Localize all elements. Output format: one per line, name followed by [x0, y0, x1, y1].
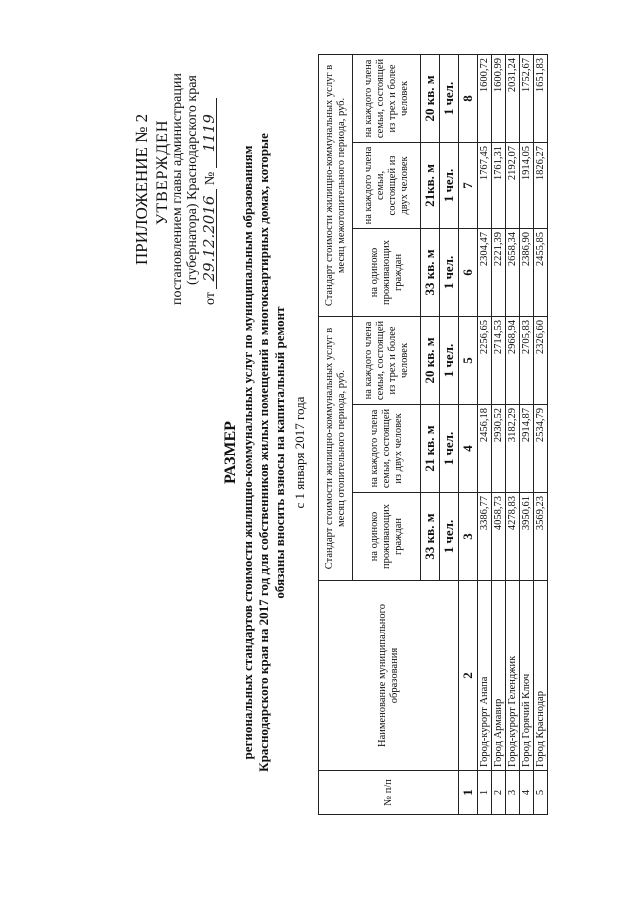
decree-date-number	[202, 98, 219, 305]
value-cell: 2455,85	[534, 228, 548, 316]
value-cell: 2914,87	[520, 405, 534, 493]
value-cell: 1600,99	[492, 54, 506, 142]
number-prefix: №	[203, 171, 218, 186]
value-cell: 2968,94	[506, 316, 520, 404]
table-row	[534, 54, 548, 814]
handwritten-number: 1119	[202, 98, 217, 168]
column-number: 2	[459, 581, 478, 771]
column-number: 6	[459, 228, 478, 316]
value-cell: 2031,24	[506, 54, 520, 142]
title-line-1: региональных стандартов стоимости жилищно-коммунальных услуг по муниципальным образованиям	[240, 145, 255, 760]
column-number: 4	[459, 405, 478, 493]
row-number: 2	[492, 771, 506, 815]
area-cell: 20 кв. м	[421, 54, 440, 142]
value-cell: 2386,90	[520, 228, 534, 316]
value-cell: 3386,77	[478, 493, 492, 581]
value-cell: 2705,83	[520, 316, 534, 404]
area-cell: 33 кв. м	[421, 228, 440, 316]
value-cell: 3182,29	[506, 405, 520, 493]
value-cell: 1752,67	[520, 54, 534, 142]
standards-table	[318, 54, 548, 815]
value-cell: 2456,18	[478, 405, 492, 493]
person-cell: 1 чел.	[440, 54, 459, 142]
value-cell: 2534,79	[534, 405, 548, 493]
header-three-heating: на каждого члена семьи, состоящей из трех и более человек	[353, 316, 421, 404]
row-number: 3	[506, 771, 520, 815]
person-cell: 1 чел.	[440, 316, 459, 404]
municipality-name: Город Горячий Ключ	[520, 581, 534, 771]
column-number: 8	[459, 54, 478, 142]
person-cell: 1 чел.	[440, 228, 459, 316]
header-heating-period: Стандарт стоимости жилищно-коммунальных услуг в месяц отопительного периода, руб.	[319, 316, 353, 580]
value-cell: 2304,47	[478, 228, 492, 316]
value-cell: 4278,83	[506, 493, 520, 581]
table-row	[520, 54, 534, 814]
value-cell: 2256,65	[478, 316, 492, 404]
header-municipality: Наименование муниципального образования	[319, 581, 459, 771]
column-number: 7	[459, 142, 478, 228]
value-cell: 2192,07	[506, 142, 520, 228]
municipality-name: Город-курорт Геленджик	[506, 581, 520, 771]
person-cell: 1 чел.	[440, 493, 459, 581]
table-row	[492, 54, 506, 814]
value-cell: 1651,83	[534, 54, 548, 142]
header-number: № п/п	[319, 771, 459, 815]
value-cell: 1914,05	[520, 142, 534, 228]
person-cell: 1 чел.	[440, 405, 459, 493]
value-cell: 3569,23	[534, 493, 548, 581]
municipality-name: Город Краснодар	[534, 581, 548, 771]
date-prefix: от	[203, 292, 218, 305]
value-cell: 1767,45	[478, 142, 492, 228]
value-cell: 2326,60	[534, 316, 548, 404]
approved-label: УТВЕРЖДЕН	[154, 119, 171, 225]
value-cell: 3950,61	[520, 493, 534, 581]
handwritten-date: 29.12.2016	[202, 189, 217, 289]
value-cell: 2221,39	[492, 228, 506, 316]
area-cell: 21кв. м	[421, 142, 440, 228]
column-number: 1	[459, 771, 478, 815]
appendix-label: ПРИЛОЖЕНИЕ № 2	[132, 113, 151, 265]
table-row	[506, 54, 520, 814]
value-cell: 2658,34	[506, 228, 520, 316]
decree-line-1: постановлением главы администрации	[170, 73, 185, 305]
area-cell: 21 кв. м	[421, 405, 440, 493]
header-nonheating-period: Стандарт стоимости жилищно-коммунальных услуг в месяц межотопительного периода, руб.	[319, 54, 353, 316]
header-three-nonheating: на каждого члена семьи, состоящей из трех и более человек	[353, 54, 421, 142]
column-number: 3	[459, 493, 478, 581]
row-number: 4	[520, 771, 534, 815]
value-cell: 2930,52	[492, 405, 506, 493]
effective-date: с 1 января 2017 года	[292, 396, 307, 509]
value-cell: 4058,73	[492, 493, 506, 581]
decree-line-2: (губернатора) Краснодарского края	[185, 75, 200, 285]
area-cell: 20 кв. м	[421, 316, 440, 404]
title-line-3: обязаны вносить взносы на капитальный ремонт	[272, 306, 287, 599]
municipality-name: Город Армавир	[492, 581, 506, 771]
row-number: 1	[478, 771, 492, 815]
value-cell: 2714,53	[492, 316, 506, 404]
header-two-heating: на каждого члена семьи, состоящей из двух человек	[353, 405, 421, 493]
value-cell: 1600,72	[478, 54, 492, 142]
document-title: РАЗМЕР	[222, 421, 239, 484]
row-number: 5	[534, 771, 548, 815]
person-cell: 1 чел.	[440, 142, 459, 228]
column-number: 5	[459, 316, 478, 404]
value-cell: 1761,31	[492, 142, 506, 228]
title-line-2: Краснодарского края на 2017 год для собственников жилых помещений в многоквартирных домах, которые	[256, 133, 271, 772]
header-single-heating: на одиноко проживающих граждан	[353, 493, 421, 581]
value-cell: 1826,27	[534, 142, 548, 228]
area-cell: 33 кв. м	[421, 493, 440, 581]
column-number-row	[459, 54, 478, 814]
table-row	[478, 54, 492, 814]
header-single-nonheating: на одиноко проживающих граждан	[353, 228, 421, 316]
header-two-nonheating: на каждого члена семьи, состоящей из двух человек	[353, 142, 421, 228]
municipality-name: Город-курорт Анапа	[478, 581, 492, 771]
